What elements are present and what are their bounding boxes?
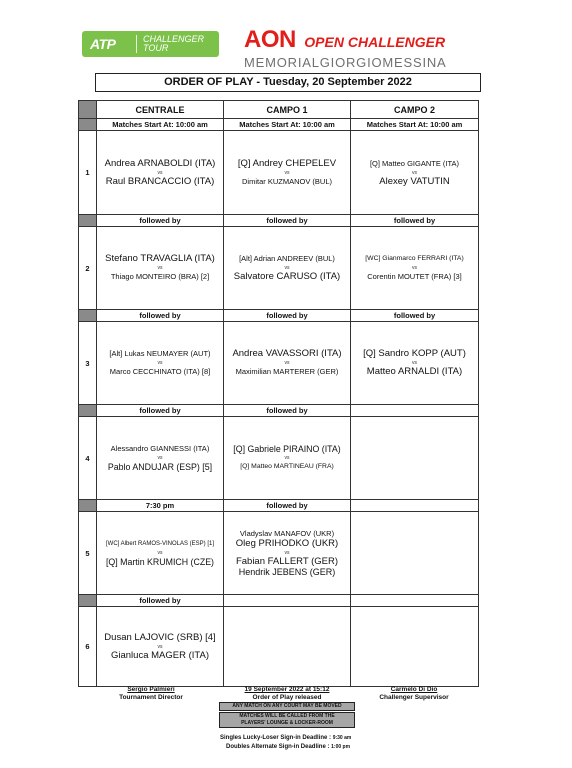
player-2: Alexey VATUTIN [379,175,450,187]
player-1: [Alt] Lukas NEUMAYER (AUT) [109,349,211,358]
player-1: Dusan LAJOVIC (SRB) [4] [104,631,216,643]
match-cell [224,322,351,405]
match-cell [351,227,479,310]
empty-cell [351,405,479,417]
vs-label: vs [284,360,290,366]
player-1: [WC] Gianmarco FERRARI (ITA) [365,255,464,262]
deadline-singles [220,734,351,743]
vs-label: vs [157,643,163,650]
player-1: [Alt] Adrian ANDREEV (BUL) [239,254,335,263]
gray-cell [79,215,97,227]
empty-cell [351,512,479,595]
deadline-singles-label: Singles Lucky-Loser Sign-in Deadline : [220,735,332,741]
release-label: Order of Play released [252,694,322,701]
player-1: [WC] Albert RAMOS-VINOLAS (ESP) [1] [105,541,215,547]
supervisor-name: Carmelo Di Dio [390,686,438,693]
doubles-match-cell [224,512,351,595]
followed-by-label: followed by [97,405,224,417]
player-2: Matteo ARNALDI (ITA) [366,366,463,377]
followed-by-label: followed by [351,215,479,227]
followed-by-label: followed by [224,215,351,227]
followed-by-label: followed by [97,310,224,322]
notice-called [219,712,355,728]
player-1: Alessandro GIANNESSI (ITA) [110,444,210,453]
aon-brand: AON [244,26,296,53]
vs-label: vs [157,455,163,461]
director-name: Sergio Palmieri [127,686,175,693]
vs-label: vs [157,265,163,271]
followed-by-label: followed by [97,595,224,607]
gray-cell [79,119,97,131]
vs-label: vs [284,550,290,556]
empty-cell [351,607,479,687]
notice-line-2: PLAYERS' LOUNGE & LOCKER-ROOM [241,720,333,726]
schedule-grid [78,100,479,687]
vs-label: vs [412,265,417,271]
grid-corner [79,101,97,119]
match-cell [97,607,224,687]
deadline-singles-time: 9:30 am [332,735,352,741]
supervisor-title: Challenger Supervisor [379,694,449,701]
event-title [244,26,445,54]
match-cell [97,512,224,595]
match-cell [97,322,224,405]
team-1-player-b: Oleg PRIHODKO (UKR) [235,538,339,549]
atp-tour-line1: CHALLENGER [143,34,205,44]
followed-by-label: followed by [224,405,351,417]
player-1: Andrea ARNABOLDI (ITA) [104,157,216,169]
match-cell [351,322,479,405]
gray-cell [79,405,97,417]
empty-cell [351,417,479,500]
row-number: 5 [79,512,97,595]
time-label: 7:30 pm [97,500,224,512]
start-time: Matches Start At: 10:00 am [97,119,224,131]
row-number: 2 [79,227,97,310]
player-2: Pablo ANDUJAR (ESP) [5] [107,462,213,472]
release-date: 19 September 2022 at 15:12 [244,686,330,693]
atp-tour-text [136,35,204,53]
player-2: [Q] Martin KRUMICH (CZE) [105,557,214,567]
notice-moved: ANY MATCH ON ANY COURT MAY BE MOVED [219,702,355,711]
empty-cell [351,500,479,512]
followed-by-label: followed by [224,310,351,322]
followed-by-label: followed by [351,310,479,322]
player-1: [Q] Matteo GIGANTE (ITA) [369,158,460,168]
empty-cell [224,607,351,687]
player-2: Maximilian MARTERER (GER) [235,367,339,376]
start-time: Matches Start At: 10:00 am [351,119,479,131]
vs-label: vs [157,550,163,556]
deadline-doubles-label: Doubles Alternate Sign-in Deadline : [226,744,330,750]
row-number: 3 [79,322,97,405]
player-2: Corentin MOUTET (FRA) [3] [367,272,462,281]
supervisor-block [350,686,478,702]
player-2: Gianluca MAGER (ITA) [110,649,209,661]
court-centrale: CENTRALE [97,101,224,119]
gray-cell [79,310,97,322]
order-of-play-heading: ORDER OF PLAY - Tuesday, 20 September 2022 [95,73,481,92]
director-title: Tournament Director [119,694,183,701]
player-1: Andrea VAVASSORI (ITA) [232,348,342,359]
empty-cell [224,595,351,607]
team-2-player-a: Fabian FALLERT (GER) [235,556,339,567]
followed-by-label: followed by [97,215,224,227]
event-name: OPEN CHALLENGER [304,34,446,50]
row-number: 6 [79,607,97,687]
vs-label: vs [412,360,417,366]
match-cell [224,227,351,310]
followed-by-label: followed by [224,500,351,512]
match-cell [351,131,479,215]
player-2: [Q] Matteo MARTINEAU (FRA) [240,463,334,470]
player-1: [Q] Gabriele PIRAINO (ITA) [233,444,341,454]
team-1-player-a: Vladyslav MANAFOV (UKR) [239,529,335,538]
empty-cell [351,595,479,607]
player-2: Dimitar KUZMANOV (BUL) [241,176,332,186]
director-block [86,686,216,702]
row-number: 4 [79,417,97,500]
match-cell [224,131,351,215]
row-number: 1 [79,131,97,215]
footer [78,684,478,768]
player-2: Raul BRANCACCIO (ITA) [105,175,215,187]
match-cell [97,417,224,500]
match-cell [224,417,351,500]
player-2: Salvatore CARUSO (ITA) [233,271,341,282]
player-1: [Q] Andrey CHEPELEV [237,157,337,169]
vs-label: vs [157,360,163,366]
player-1: [Q] Sandro KOPP (AUT) [363,348,466,359]
start-time: Matches Start At: 10:00 am [224,119,351,131]
vs-label: vs [284,265,290,271]
vs-label: vs [284,455,290,461]
vs-label: vs [412,169,417,176]
court-campo-2: CAMPO 2 [351,101,479,119]
vs-label: vs [157,169,163,176]
atp-challenger-logo [82,31,219,57]
match-cell [97,131,224,215]
court-campo-1: CAMPO 1 [224,101,351,119]
gray-cell [79,500,97,512]
gray-cell [79,595,97,607]
deadline-doubles [220,743,351,752]
player-2: Marco CECCHINATO (ITA) [8] [109,367,211,376]
vs-label: vs [284,169,290,176]
deadlines [220,734,351,752]
release-block [212,686,362,728]
deadline-doubles-time: 1:00 pm [331,744,351,750]
memorial-subtitle: MEMORIALGIORGIOMESSINA [244,55,447,70]
team-2-player-b: Hendrik JEBENS (GER) [238,567,336,577]
atp-tour-line2: TOUR [143,43,169,53]
notice-line-1: MATCHES WILL BE CALLED FROM THE [239,713,335,719]
atp-mark: ATP [90,36,116,52]
player-2: Thiago MONTEIRO (BRA) [2] [110,272,210,281]
match-cell [97,227,224,310]
player-1: Stefano TRAVAGLIA (ITA) [105,253,215,264]
